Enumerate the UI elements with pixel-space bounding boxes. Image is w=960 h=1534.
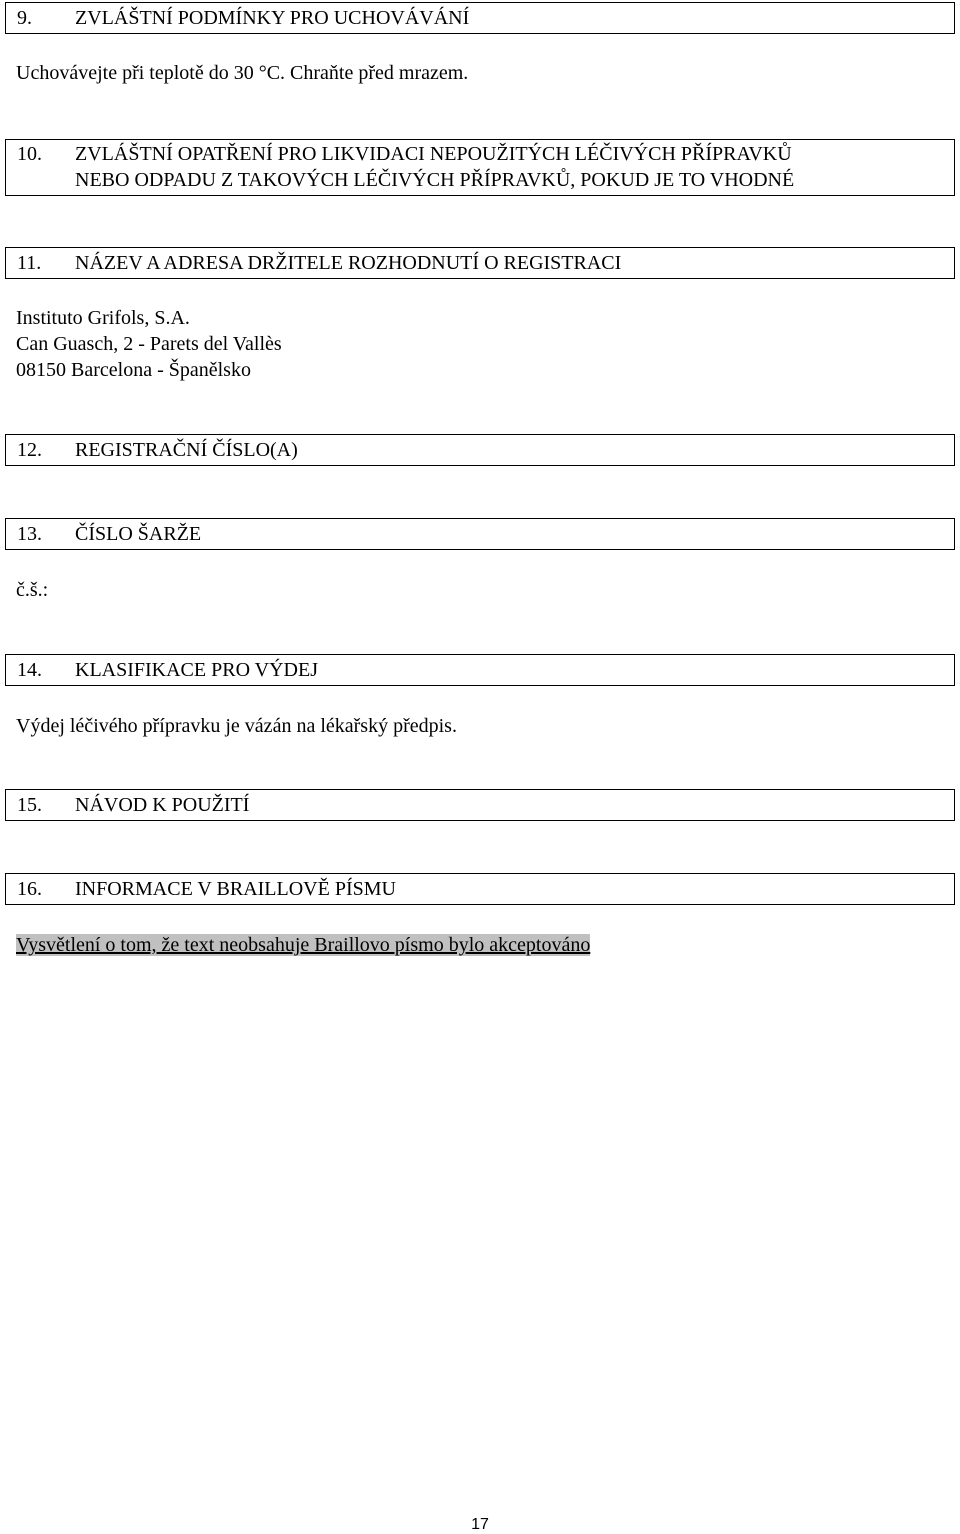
section-14-header — [5, 654, 955, 686]
holder-city: 08150 Barcelona - Španělsko — [16, 359, 251, 381]
section-13-header — [5, 518, 955, 550]
storage-text: Uchovávejte při teplotě do 30 °C. Chraňte před mrazem. — [16, 62, 469, 84]
section-16-header — [5, 873, 955, 905]
section-title: KLASIFIKACE PRO VÝDEJ — [75, 659, 318, 681]
section-15-header — [5, 789, 955, 821]
section-title: ČÍSLO ŠARŽE — [75, 523, 202, 545]
batch-label: č.š.: — [16, 579, 49, 601]
section-title-line-2: NEBO ODPADU Z TAKOVÝCH LÉČIVÝCH PŘÍPRAVKŮ, POKUD JE TO VHODNÉ — [75, 169, 795, 191]
section-11-header — [5, 247, 955, 279]
section-title: REGISTRAČNÍ ČÍSLO(A) — [75, 439, 298, 461]
section-number: 16. — [17, 878, 42, 900]
section-title: NÁZEV A ADRESA DRŽITELE ROZHODNUTÍ O REGISTRACI — [75, 252, 622, 274]
section-9-header — [5, 2, 955, 34]
section-title: ZVLÁŠTNÍ PODMÍNKY PRO UCHOVÁVÁNÍ — [75, 7, 470, 29]
section-title-line-1: ZVLÁŠTNÍ OPATŘENÍ PRO LIKVIDACI NEPOUŽITÝCH LÉČIVÝCH PŘÍPRAVKŮ — [75, 143, 792, 165]
section-number: 12. — [17, 439, 42, 461]
page-number: 17 — [471, 1516, 489, 1533]
section-10-header — [5, 139, 955, 196]
braille-text-highlighted: Vysvětlení o tom, že text neobsahuje Braillovo písmo bylo akceptováno — [16, 934, 591, 956]
section-title: INFORMACE V BRAILLOVĚ PÍSMU — [75, 878, 396, 900]
holder-street: Can Guasch, 2 - Parets del Vallès — [16, 333, 282, 355]
section-title: NÁVOD K POUŽITÍ — [75, 794, 250, 816]
holder-name: Instituto Grifols, S.A. — [16, 307, 190, 329]
section-12-header — [5, 434, 955, 466]
section-number: 9. — [17, 7, 32, 29]
section-number: 15. — [17, 794, 42, 816]
section-number: 10. — [17, 143, 42, 165]
dispensing-text: Výdej léčivého přípravku je vázán na lékařský předpis. — [16, 715, 457, 737]
section-number: 11. — [17, 252, 42, 274]
section-number: 13. — [17, 523, 42, 545]
braille-text — [16, 932, 590, 958]
section-number: 14. — [17, 659, 42, 681]
